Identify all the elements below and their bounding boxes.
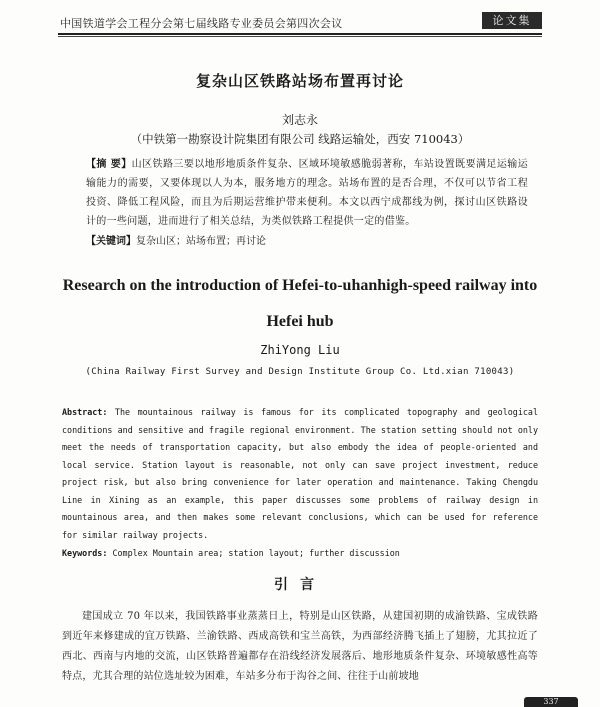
running-header	[58, 12, 542, 32]
chinese-abstract	[86, 155, 528, 231]
introduction-paragraph: 建国成立 70 年以来，我国铁路事业蒸蒸日上，特别是山区铁路，从建国初期的成渝铁路、宝成铁路到近年来修建成的宜万铁路、兰渝铁路、西成高铁和宝兰高铁，为西部经济腾飞插上了翅膀，尤其拉近了西北、西南与内地的交流，山区铁路普遍都存在沿线经济发展落后、地形地质条件复杂、环境敏感性高等特点，尤其合理的站位选址较为困难，车站多分布于沟谷之间、往往于山前坡地	[62, 611, 538, 682]
chinese-keywords-label: 【关键词】	[86, 236, 136, 247]
header-rule	[58, 33, 542, 35]
english-keywords-text: Complex Mountain area; station layout; further discussion	[112, 548, 400, 558]
chinese-keywords	[86, 235, 528, 249]
header-rule-thin	[58, 36, 542, 37]
proceedings-tag: 论文集	[482, 12, 542, 29]
english-abstract	[62, 404, 538, 544]
conference-name: 中国铁道学会工程分会第七届线路专业委员会第四次会议	[60, 17, 343, 30]
english-abstract-text: The mountainous railway is famous for its complicated topography and geological conditions and sensitive and fragile regional environment. The station setting should not only meet the needs of transportation capacity, but also embody the idea of people-oriented and local service. Station layout is reasonable, not only can save project investment, reduce project risk, but also bring convenience for later operation and maintenance. Taking Chengdu Line in Xining as an example, this paper discusses some problems of railway design in mountainous area, and then makes some relevant conclusions, which can be used for reference for similar railway projects.	[62, 407, 538, 540]
section-heading-introduction: 引言	[274, 577, 326, 593]
english-title: Research on the introduction of Hefei-to-uhanhigh-speed railway into Hefei hub	[62, 277, 538, 330]
chinese-title: 复杂山区铁路站场布置再讨论	[195, 72, 404, 90]
english-abstract-label: Abstract:	[62, 407, 108, 417]
chinese-abstract-label: 【摘 要】	[86, 159, 132, 170]
chinese-author: 刘志永	[281, 113, 318, 127]
chinese-abstract-text: 山区铁路三要以地形地质条件复杂、区域环境敏感脆弱著称，车站设置既要满足运输运输能力的需要，又要体现以人为本，服务地方的理念。站场布置的是否合理，不仅可以节省工程投资、降低工程风险，而且为后期运营维护带来便利。本文以西宁成都线为例，探讨山区铁路设计的一些问题，进而进行了相关总结，为类似铁路工程提供一定的借鉴。	[86, 159, 528, 227]
english-keywords-label: Keywords:	[62, 548, 108, 558]
english-keywords	[62, 548, 538, 558]
page-number: 337	[524, 697, 578, 707]
chinese-affiliation: （中铁第一勘察设计院集团有限公司 线路运输处，西安 710043）	[130, 132, 470, 146]
english-affiliation: (China Railway First Survey and Design Institute Group Co. Ltd.xian 710043)	[85, 367, 515, 377]
chinese-keywords-text: 复杂山区；站场布置；再讨论	[136, 236, 266, 247]
introduction-body	[62, 607, 538, 687]
english-author: ZhiYong Liu	[260, 343, 340, 357]
